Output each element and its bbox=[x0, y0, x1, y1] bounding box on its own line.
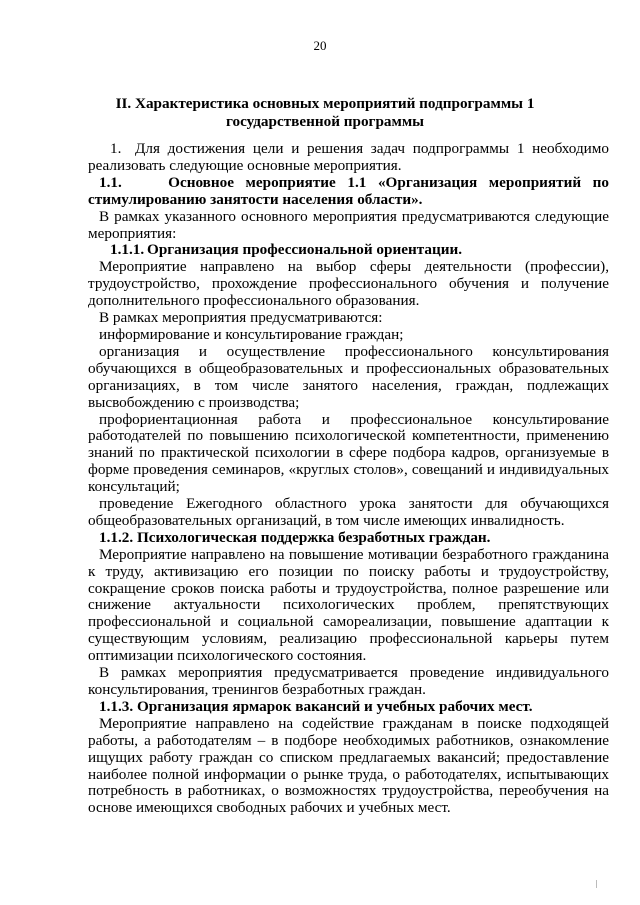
list-item: организация и осуществление профессионального консультирования обучающихся в общеобразовательных и профессиональных образовательных организациях, в том числе занятого населения, граждан, подлежащих высвобождению с производства; bbox=[88, 342, 609, 411]
section-1-1-3-description: Мероприятие направлено на содействие гражданам в поиске подходящей работы, а работодателям – в подборе необходимых работников, ознакомление ищущих работу граждан со списком предлагаемых вакансий; предоставление наиболее полной информации о рынке труда, о работодателях, испытывающих потребность в работниках, о возможностях трудоустройства, переобучения на основе имеющихся свободных рабочих и учебных мест. bbox=[88, 714, 609, 817]
heading-line-1: II. Характеристика основных мероприятий подпрограммы 1 bbox=[115, 95, 535, 112]
list-item: проведение Ежегодного областного урока занятости для обучающихся общеобразовательных организаций, в том числе имеющих инвалидность. bbox=[88, 495, 609, 529]
section-1-1-2-description: Мероприятие направлено на повышение мотивации безработного гражданина к труду, активизацию его позиции по поиску работы и трудоустройству, сокращение сроков поиска работы и трудоустройства, полное разрешение или снижение актуальности психологических проблем, препятствующих профессиональной и социальной самореализации, повышение адаптации к существующим условиям, реализацию профессиональной карьеры путем оптимизации психологического состояния. bbox=[88, 545, 609, 665]
section-1-1-3-title: 1.1.3. Организация ярмарок вакансий и учебных рабочих мест. bbox=[99, 697, 533, 715]
intro-number: 1. bbox=[110, 140, 122, 157]
heading-line-2: государственной программы bbox=[225, 113, 425, 130]
list-item: информирование и консультирование граждан; bbox=[99, 325, 404, 343]
section-1-1-text: В рамках указанного основного мероприятия предусматриваются следующие мероприятия: bbox=[88, 207, 609, 242]
section-1-1-1-description: Мероприятие направлено на выбор сферы деятельности (профессии), трудоустройство, прохождение профессионального обучения и получение дополнительного профессионального образования. bbox=[88, 258, 609, 310]
scan-mark bbox=[596, 880, 597, 888]
section-1-1-1-title-text: Организация профессиональной ориентации. bbox=[147, 241, 463, 259]
body-text bbox=[88, 141, 609, 817]
section-1-1-2-text: В рамках мероприятия предусматривается проведение индивидуального консультирования, тренингов безработных граждан. bbox=[88, 664, 609, 698]
page-number: 20 bbox=[313, 38, 327, 53]
section-1-1-number: 1.1. bbox=[99, 173, 122, 191]
intro-text: Для достижения цели и решения задач подпрограммы 1 необходимо реализовать следующие основные мероприятия. bbox=[88, 140, 609, 174]
list-item: профориентационная работа и профессиональное консультирование работодателей по повышению психологической компетентности, применению знаний по практической психологии в сфере подбора кадров, организуемые в форме проведения семинаров, «круглых столов», совещаний и индивидуальных консультаций; bbox=[88, 410, 609, 496]
section-heading bbox=[90, 95, 560, 131]
section-1-1-1-number: 1.1.1. bbox=[110, 241, 145, 259]
section-1-1-1-list-intro: В рамках мероприятия предусматриваются: bbox=[99, 309, 383, 327]
intro-paragraph bbox=[88, 141, 609, 175]
section-1-1-1-title bbox=[88, 242, 609, 259]
section-1-1-2-title: 1.1.2. Психологическая поддержка безработных граждан. bbox=[99, 528, 491, 546]
section-1-1-title-text: Основное мероприятие 1.1 «Организация мероприятий по стимулированию занятости населения области». bbox=[88, 173, 609, 208]
section-1-1-title bbox=[88, 175, 609, 209]
